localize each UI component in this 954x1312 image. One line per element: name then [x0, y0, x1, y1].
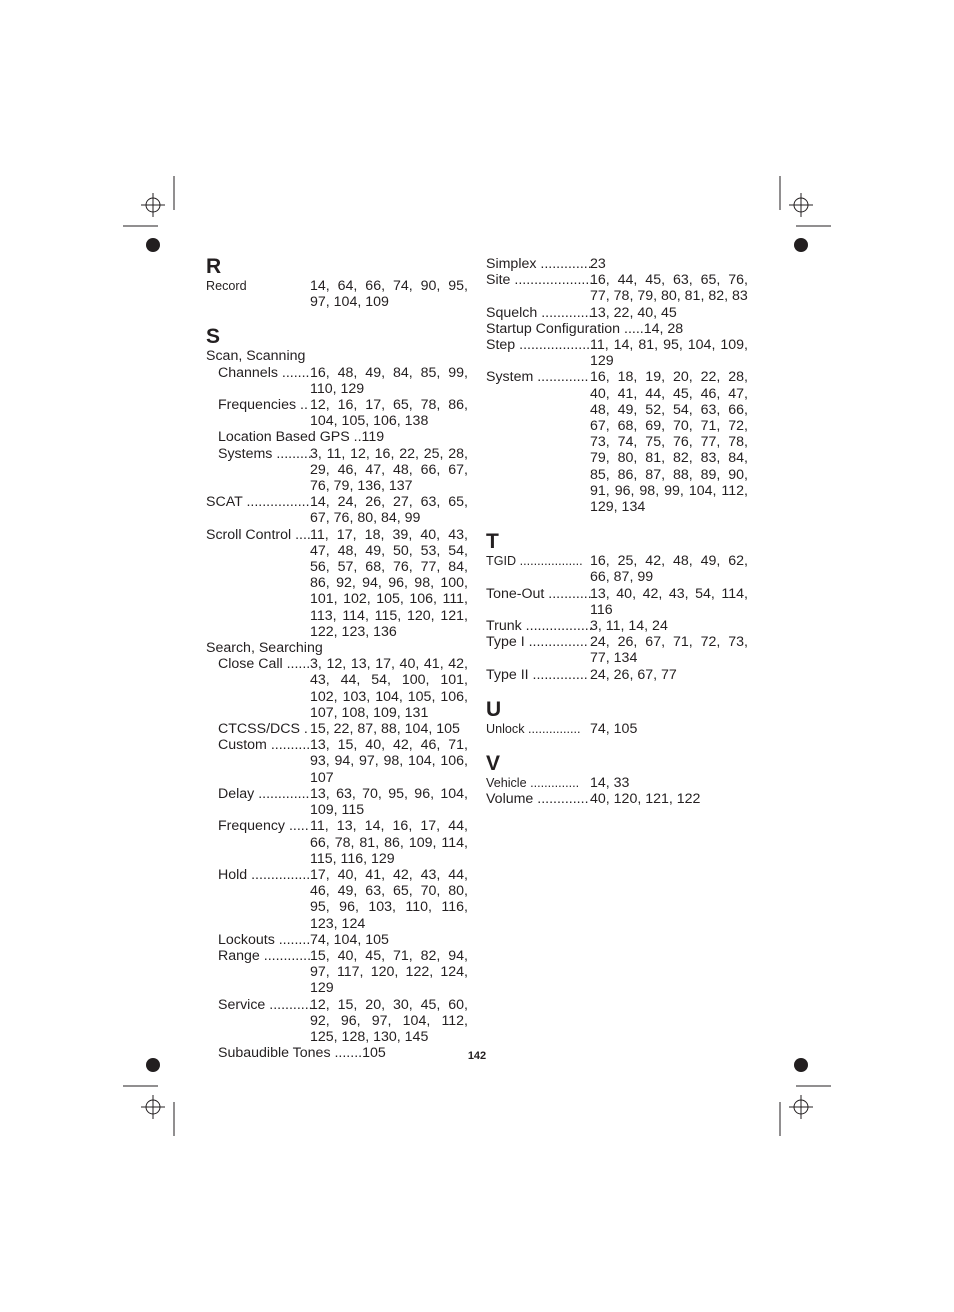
entry-pages: 16, 25, 42, 48, 49, 62, 66, 87, 99 — [590, 553, 748, 586]
index-section — [486, 753, 748, 807]
entry-pages: 74, 104, 105 — [310, 931, 389, 948]
entry-label-text: Delay ............. — [218, 785, 310, 802]
index-section — [486, 699, 748, 737]
entry-label — [486, 586, 590, 618]
entry-pages — [310, 429, 468, 445]
index-entry — [486, 586, 748, 618]
entry-pages: 14, 24, 26, 27, 63, 65, 67, 76, 80, 84, 99 — [310, 494, 468, 527]
entry-pages: 13, 22, 40, 45 — [590, 304, 677, 321]
entry-label — [486, 272, 594, 304]
entry-pages: 24, 26, 67, 71, 72, 73, 77, 134 — [590, 634, 748, 667]
entry-label-text: Volume ............. — [486, 791, 589, 808]
index-column-left — [206, 256, 468, 1077]
entry-label-text: Range ............ — [218, 947, 312, 964]
entry-label-text: Vehicle .............. — [486, 776, 580, 791]
entry-pages: 11, 14, 81, 95, 104, 109, 129 — [590, 337, 748, 370]
entry-pages: 3, 11, 12, 16, 22, 25, 28, 29, 46, 47, 48, 66, 67, 76, 79, 136, 137 — [310, 445, 468, 495]
entry-label-text: Channels ....... — [218, 364, 310, 381]
index-entry — [206, 737, 468, 786]
entry-label — [206, 429, 385, 446]
entry-label — [486, 721, 590, 737]
entry-label-text: Tone-Out ........... — [486, 585, 592, 602]
entry-label-text: Startup Configuration .....14, 28 — [486, 320, 684, 337]
entry-label — [206, 737, 310, 786]
entry-pages: 3, 11, 14, 24 — [590, 618, 668, 635]
index-entry — [486, 337, 748, 369]
section-letter: T — [486, 530, 499, 554]
entry-label — [206, 494, 310, 526]
index-section — [486, 256, 748, 515]
index-entry — [486, 667, 748, 683]
index-section — [206, 256, 468, 310]
index-entry — [206, 786, 468, 818]
index-heading: Scan, Scanning — [206, 348, 306, 365]
entry-label-text: Step ................... — [486, 337, 595, 354]
entry-label-text: Subaudible Tones .......105 — [218, 1045, 386, 1062]
entry-label — [206, 996, 313, 1046]
index-entry — [206, 429, 468, 445]
entry-label-text: SCAT ................ — [206, 494, 310, 511]
index-heading: Search, Searching — [206, 640, 323, 657]
index-entry — [486, 634, 748, 666]
entry-pages: 16, 48, 49, 84, 85, 99, 110, 129 — [310, 364, 468, 397]
entry-label — [486, 369, 590, 515]
index-entry — [206, 656, 468, 721]
entry-pages: 16, 44, 45, 63, 65, 76, 77, 78, 79, 80, 81, 82, 83 — [590, 272, 748, 305]
entry-pages: 24, 26, 67, 77 — [590, 666, 677, 683]
entry-label — [206, 721, 310, 737]
entry-label — [486, 634, 590, 666]
index-entry — [486, 256, 748, 272]
index-entry — [206, 527, 468, 640]
entry-label-text: Squelch ............. — [486, 304, 593, 321]
entry-pages: 12, 15, 20, 30, 45, 60, 92, 96, 97, 104, 112, 125, 128, 130, 145 — [310, 996, 468, 1045]
entry-label-text: Site .................... — [486, 272, 594, 289]
entry-label-text: Unlock ............... — [486, 721, 581, 736]
entry-label-text: CTCSS/DCS . — [218, 721, 308, 738]
page-number: 142 — [467, 1050, 487, 1062]
entry-pages: 23 — [590, 256, 606, 272]
index-entry — [486, 775, 748, 791]
entry-label-text: System ............. — [486, 369, 589, 386]
entry-label-text: Hold ............... — [218, 866, 311, 883]
entry-label — [486, 553, 590, 585]
entry-pages: 13, 40, 42, 43, 54, 114, 116 — [590, 585, 748, 618]
entry-pages — [590, 321, 748, 337]
entry-label-text: Record — [206, 279, 247, 293]
index-entry — [486, 305, 748, 321]
section-letter: V — [486, 752, 501, 776]
index-entry — [486, 321, 748, 337]
section-letter: U — [486, 697, 502, 721]
entry-label — [206, 867, 310, 932]
index-section — [486, 531, 748, 683]
entry-pages: 13, 63, 70, 95, 96, 104, 109, 115 — [310, 785, 468, 819]
entry-label-text: Frequencies .. — [218, 397, 308, 414]
entry-label — [206, 446, 310, 495]
entry-pages: 14, 33 — [590, 775, 630, 792]
entry-label — [206, 397, 310, 429]
index-entry — [206, 397, 468, 429]
index-entry — [206, 278, 468, 310]
index-entry — [206, 818, 468, 867]
entry-label — [486, 791, 590, 807]
index-entry — [486, 721, 748, 737]
entry-label — [206, 948, 310, 997]
entry-pages: 14, 64, 66, 74, 90, 95, 97, 104, 109 — [310, 278, 468, 311]
entry-label-text: Simplex ............. — [486, 256, 592, 272]
entry-label — [486, 775, 590, 791]
entry-pages: 16, 18, 19, 20, 22, 28, 40, 41, 44, 45, 46, 47, 48, 49, 52, 54, 63, 66, 67, 68, 69, 70, 71, 72, 73, 74, 75, 76, 77, 78, 79, 80, 81, 82, 83, 84, 85, 86, 87, 88, 89, 90, 91, 96, 98, 99, 104, 112, 129, 134 — [590, 369, 748, 516]
index-entry — [206, 867, 468, 932]
entry-label-text: Service ........... — [218, 996, 313, 1013]
entry-pages: 15, 40, 45, 71, 82, 94, 97, 117, 120, 122, 124, 129 — [310, 947, 468, 997]
index-entry — [206, 365, 468, 397]
entry-pages: 15, 22, 87, 88, 104, 105 — [310, 721, 460, 738]
entry-label-text: Location Based GPS ..119 — [218, 429, 385, 446]
entry-label — [206, 527, 310, 640]
entry-label — [206, 818, 310, 867]
entry-label-text: Scroll Control .... — [206, 526, 311, 543]
index-entry — [206, 494, 468, 526]
entry-label — [486, 304, 593, 321]
index-entry — [206, 446, 468, 495]
index-entry — [206, 932, 468, 948]
entry-label-text: Systems ......... — [218, 445, 312, 462]
section-letter: R — [206, 255, 222, 278]
entry-pages: 12, 16, 17, 65, 78, 86, 104, 105, 106, 138 — [310, 397, 468, 430]
entry-pages: 40, 120, 121, 122 — [590, 791, 701, 808]
entry-pages: 11, 13, 14, 16, 17, 44, 66, 78, 81, 86, 109, 114, 115, 116, 129 — [310, 818, 468, 867]
entry-label — [486, 618, 593, 635]
entry-pages: 74, 105 — [590, 720, 638, 737]
index-entry — [486, 618, 748, 634]
entry-label — [486, 320, 684, 337]
index-entry — [486, 272, 748, 304]
entry-label — [486, 667, 590, 683]
entry-label-text: Lockouts ........ — [218, 931, 311, 948]
entry-label-text: TGID .................. — [486, 554, 583, 569]
entry-label — [206, 932, 310, 948]
entry-label-text: Frequency ..... — [218, 818, 309, 835]
entry-label-text: Close Call ...... — [218, 656, 311, 673]
entry-label — [486, 337, 595, 369]
index-entry — [206, 948, 468, 997]
section-letter: S — [206, 325, 221, 349]
entry-label — [206, 786, 310, 818]
entry-label-text: Custom .......... — [218, 737, 311, 754]
index-entry — [206, 721, 468, 737]
entry-label-text: Type II .............. — [486, 666, 588, 683]
entry-label — [486, 256, 590, 272]
index-entry — [206, 997, 468, 1046]
entry-pages: 3, 12, 13, 17, 40, 41, 42, 43, 44, 54, 100, 101, 102, 103, 104, 105, 106, 107, 108, 109, 131 — [310, 656, 468, 721]
entry-label-text: Type I ............... — [486, 634, 588, 651]
entry-label — [206, 278, 310, 310]
index-entry — [486, 791, 748, 807]
entry-label — [206, 656, 310, 721]
index-entry — [486, 553, 748, 585]
entry-pages: 13, 15, 40, 42, 46, 71, 93, 94, 97, 98, 104, 106, 107 — [310, 737, 468, 786]
index-section — [206, 326, 468, 1061]
entry-pages: 11, 17, 18, 39, 40, 43, 47, 48, 49, 50, 53, 54, 56, 57, 68, 76, 77, 84, 86, 92, 94, 96, 98, 100, 101, 102, 105, 106, 111, 113, 114, 115, 120, 121, 122, 123, 136 — [310, 526, 468, 640]
entry-pages: 17, 40, 41, 42, 43, 44, 46, 49, 63, 65, 70, 80, 95, 96, 103, 110, 116, 123, 124 — [310, 866, 468, 932]
entry-label — [206, 365, 310, 397]
index-entry — [486, 369, 748, 515]
index-column-right — [486, 256, 748, 823]
entry-label-text: Trunk ................. — [486, 618, 593, 635]
